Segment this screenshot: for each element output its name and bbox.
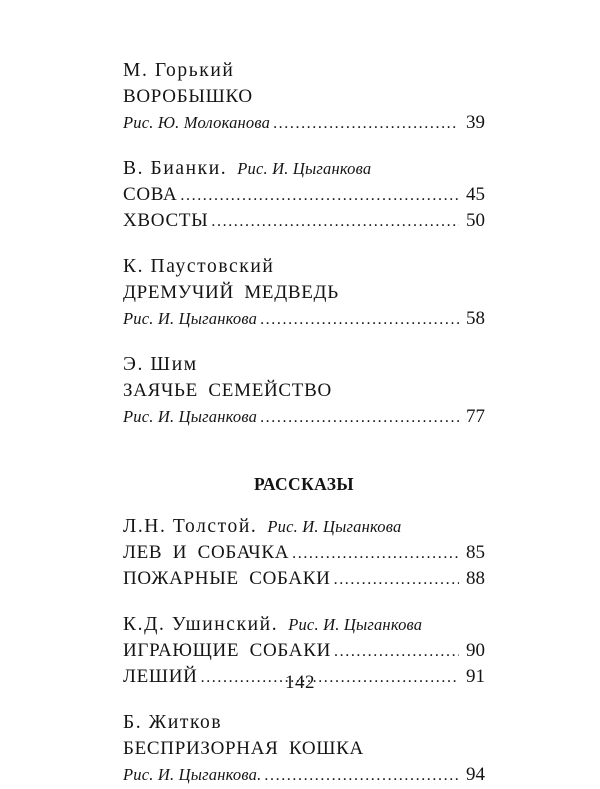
page-number: 142 bbox=[285, 672, 315, 693]
entry-illustrator: Рис. И. Цыганкова. bbox=[123, 765, 262, 784]
entry-illustrator: Рис. И. Цыганкова bbox=[288, 615, 423, 634]
entry-page-number[interactable]: 39 bbox=[466, 112, 485, 133]
entry-author: Э. Шим bbox=[123, 354, 198, 375]
entry-page-number[interactable]: 50 bbox=[466, 210, 485, 231]
entry-illustrator: Рис. И. Цыганкова bbox=[123, 407, 258, 426]
dot-leader bbox=[260, 405, 459, 431]
entry-author: Б. Житков bbox=[123, 712, 223, 733]
entry-illustrator: Рис. И. Цыганкова bbox=[237, 159, 372, 178]
entry-title[interactable]: ПОЖАРНЫЕ СОБАКИ bbox=[123, 568, 331, 589]
entry-title[interactable]: ВОРОБЫШКО bbox=[123, 86, 253, 107]
dot-leader bbox=[273, 111, 459, 137]
dot-leader bbox=[180, 183, 459, 209]
entry-page-number[interactable]: 91 bbox=[466, 666, 485, 687]
toc-entry-gorky bbox=[123, 58, 485, 136]
toc-entry-zhitkov bbox=[123, 710, 485, 788]
toc-entry-paustovsky bbox=[123, 254, 485, 332]
entry-title[interactable]: ЛЕВ И СОБАЧКА bbox=[123, 542, 290, 563]
entry-author: В. Бианки. bbox=[123, 158, 228, 179]
entry-title[interactable]: СОВА bbox=[123, 184, 178, 205]
dot-leader bbox=[264, 763, 459, 789]
entry-title[interactable]: ЛЕШИЙ bbox=[123, 666, 198, 687]
entry-title[interactable]: ХВОСТЫ bbox=[123, 210, 209, 231]
dot-leader bbox=[292, 541, 459, 567]
entry-author: М. Горький bbox=[123, 60, 235, 81]
entry-author: К.Д. Ушинский. bbox=[123, 614, 279, 635]
entry-illustrator: Рис. Ю. Молоканова bbox=[123, 113, 271, 132]
entry-illustrator: Рис. И. Цыганкова bbox=[267, 517, 402, 536]
entry-page-number[interactable]: 88 bbox=[466, 568, 485, 589]
toc-entry-tolstoy bbox=[123, 514, 485, 592]
entry-page-number[interactable]: 77 bbox=[466, 406, 485, 427]
entry-page-number[interactable]: 58 bbox=[466, 308, 485, 329]
entry-page-number[interactable]: 90 bbox=[466, 640, 485, 661]
dot-leader bbox=[334, 567, 459, 593]
entry-author: К. Паустовский bbox=[123, 256, 275, 277]
section-heading: РАССКАЗЫ bbox=[253, 474, 354, 494]
toc-entry-bianki bbox=[123, 156, 485, 234]
toc-entry-shim bbox=[123, 352, 485, 430]
entry-page-number[interactable]: 45 bbox=[466, 184, 485, 205]
entry-title[interactable]: ДРЕМУЧИЙ МЕДВЕДЬ bbox=[123, 282, 339, 303]
entry-page-number[interactable]: 94 bbox=[466, 764, 485, 785]
dot-leader bbox=[260, 307, 459, 333]
dot-leader bbox=[211, 209, 459, 235]
dot-leader bbox=[334, 639, 459, 665]
entry-title[interactable]: ИГРАЮЩИЕ СОБАКИ bbox=[123, 640, 332, 661]
entry-author: Л.Н. Толстой. bbox=[123, 516, 258, 537]
entry-page-number[interactable]: 85 bbox=[466, 542, 485, 563]
entry-title[interactable]: ЗАЯЧЬЕ СЕМЕЙСТВО bbox=[123, 380, 332, 401]
entry-illustrator: Рис. И. Цыганкова bbox=[123, 309, 258, 328]
entry-title[interactable]: БЕСПРИЗОРНАЯ КОШКА bbox=[123, 738, 364, 759]
